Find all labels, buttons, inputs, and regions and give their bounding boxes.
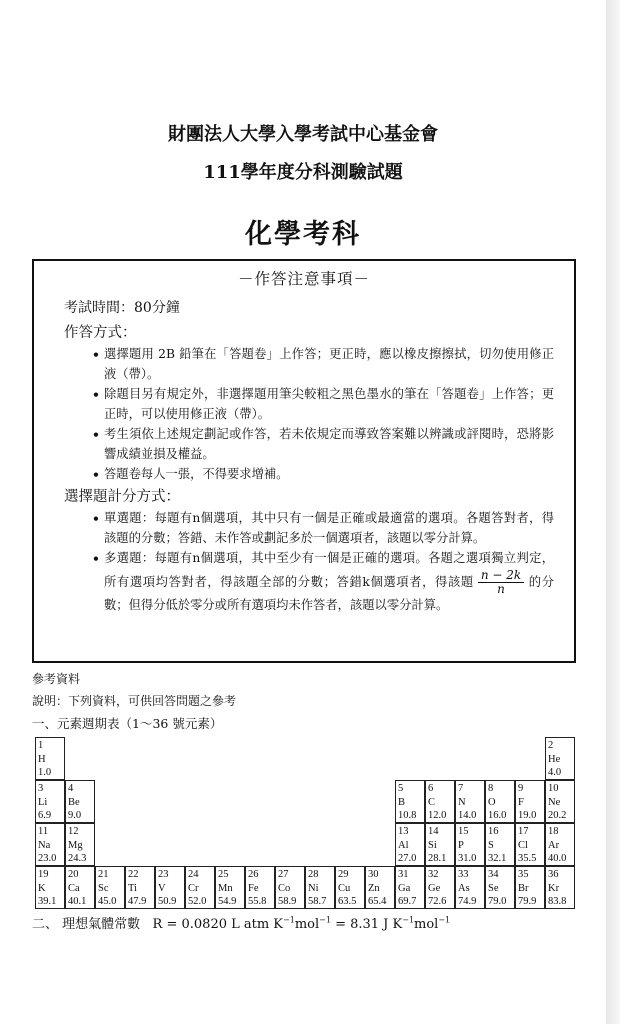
atomic-number: 2	[548, 740, 554, 751]
reference-note: 說明：下列資料，可供回答問題之參考	[32, 694, 237, 708]
atomic-mass: 52.0	[188, 896, 207, 908]
atomic-number: 4	[68, 783, 74, 794]
atomic-number: 25	[218, 869, 229, 880]
atomic-mass: 9.0	[68, 810, 82, 822]
element-symbol: Be	[68, 796, 80, 808]
element-symbol: Na	[38, 839, 51, 851]
element-cell-se	[485, 866, 515, 909]
atomic-number: 1	[38, 740, 44, 751]
element-symbol: Mn	[218, 882, 233, 894]
element-symbol: Kr	[548, 882, 560, 894]
atomic-mass: 19.0	[518, 810, 537, 822]
instructions-title: －作答注意事項－	[237, 270, 370, 288]
element-cell-v	[155, 866, 185, 909]
element-cell-h	[35, 737, 65, 780]
atomic-number: 13	[398, 826, 409, 837]
atomic-mass: 54.9	[218, 896, 237, 908]
element-cell-ar	[545, 823, 575, 866]
multi-choice-text-b: 的分數；但得分低於零分或所有選項均未作答者，該題以零分計算。	[104, 574, 554, 612]
element-symbol: Ge	[428, 882, 441, 894]
element-cell-be	[65, 780, 95, 823]
element-cell-sc	[95, 866, 125, 909]
atomic-mass: 83.8	[548, 896, 567, 908]
element-symbol: Co	[278, 882, 291, 894]
atomic-mass: 72.6	[428, 896, 447, 908]
atomic-number: 19	[38, 869, 49, 880]
periodic-table-title: 一、元素週期表（1～36 號元素）	[32, 716, 223, 731]
atomic-number: 33	[458, 869, 469, 880]
element-symbol: He	[548, 753, 561, 765]
element-symbol: F	[518, 796, 524, 808]
atomic-mass: 28.1	[428, 853, 447, 865]
atomic-mass: 6.9	[38, 810, 52, 822]
element-cell-ca	[65, 866, 95, 909]
atomic-number: 26	[248, 869, 259, 880]
atomic-mass: 40.0	[548, 853, 567, 865]
atomic-mass: 63.5	[338, 896, 357, 908]
atomic-mass: 10.8	[398, 810, 417, 822]
atomic-number: 16	[488, 826, 499, 837]
element-cell-al	[395, 823, 425, 866]
atomic-mass: 74.9	[458, 896, 477, 908]
element-symbol: C	[428, 796, 436, 808]
atomic-number: 34	[488, 869, 499, 880]
atomic-number: 8	[488, 783, 494, 794]
atomic-mass: 79.9	[518, 896, 537, 908]
element-cell-cl	[515, 823, 545, 866]
exam-title: 111學年度分科測驗試題	[203, 162, 403, 183]
atomic-mass: 16.0	[488, 810, 507, 822]
element-symbol: Ti	[128, 882, 137, 894]
element-symbol: Sc	[98, 882, 109, 894]
element-cell-n	[455, 780, 485, 823]
atomic-mass: 55.8	[248, 896, 267, 908]
answer-rule: • 考生須依上述規定劃記或作答，若未依規定而導致答案難以辨識或評閱時，恐將影響成績並損及權益。	[92, 425, 554, 464]
atomic-number: 5	[398, 783, 404, 794]
exponent: −1	[283, 915, 295, 925]
element-symbol: O	[488, 796, 496, 808]
single-choice-rule: • 單選題：每題有n個選項，其中只有一個是正確或最適當的選項。各題答對者，得該題的分數；答錯、未作答或劃記多於一個選項者，該題以零分計算。	[92, 509, 554, 548]
atomic-number: 11	[38, 826, 49, 837]
element-cell-p	[455, 823, 485, 866]
element-symbol: N	[458, 796, 466, 808]
subject-title: 化學考科	[245, 219, 361, 250]
gas-constant-value-2: = 8.31 J K	[330, 917, 403, 932]
exponent: −1	[319, 915, 331, 925]
element-symbol: Ar	[548, 839, 560, 851]
atomic-mass: 32.1	[488, 853, 507, 865]
atomic-mass: 20.2	[548, 810, 567, 822]
multi-choice-text-a: 多選題：每題有n個選項，其中至少有一個是正確的選項。各題之選項獨立判定，所有選項均答對者，得該題全部的分數；答錯k個選項者，得該題	[104, 551, 554, 589]
atomic-mass: 50.9	[158, 896, 177, 908]
exponent: −1	[402, 915, 415, 925]
element-cell-li	[35, 780, 65, 823]
element-symbol: Mg	[68, 839, 83, 851]
page-edge	[606, 0, 620, 1024]
element-symbol: Zn	[368, 882, 380, 894]
reference-heading: 參考資料	[32, 672, 81, 686]
atomic-mass: 14.0	[458, 810, 477, 822]
element-cell-mn	[215, 866, 245, 909]
periodic-table	[35, 737, 575, 909]
atomic-number: 30	[368, 869, 379, 880]
element-symbol: Cr	[188, 882, 199, 894]
element-cell-si	[425, 823, 455, 866]
element-symbol: Se	[488, 882, 499, 894]
element-cell-ti	[125, 866, 155, 909]
element-cell-b	[395, 780, 425, 823]
answer-rules-list	[92, 345, 554, 486]
atomic-mass: 79.0	[488, 896, 507, 908]
element-cell-s	[485, 823, 515, 866]
element-cell-ge	[425, 866, 455, 909]
element-symbol: Br	[518, 882, 529, 894]
element-cell-br	[515, 866, 545, 909]
atomic-mass: 39.1	[38, 896, 57, 908]
atomic-number: 23	[158, 869, 169, 880]
unit-mol: mol	[414, 917, 439, 932]
atomic-mass: 23.0	[38, 853, 57, 865]
atomic-number: 29	[338, 869, 349, 880]
element-symbol: S	[488, 839, 494, 851]
answer-rule: • 除題目另有規定外，非選擇題用筆尖較粗之黑色墨水的筆在「答題卷」上作答；更正時，可以使用修正液（帶）。	[92, 385, 554, 424]
gas-constant-line	[32, 913, 450, 932]
element-symbol: Ca	[68, 882, 80, 894]
atomic-mass: 4.0	[548, 767, 562, 779]
scoring-heading: 選擇題計分方式：	[64, 489, 180, 505]
element-cell-k	[35, 866, 65, 909]
atomic-mass: 65.4	[368, 896, 387, 908]
atomic-number: 7	[458, 783, 464, 794]
element-symbol: Ni	[308, 882, 319, 894]
element-cell-ga	[395, 866, 425, 909]
element-symbol: Cl	[518, 839, 528, 851]
atomic-number: 27	[278, 869, 289, 880]
element-symbol: Ga	[398, 882, 411, 894]
atomic-number: 28	[308, 869, 319, 880]
element-cell-f	[515, 780, 545, 823]
element-cell-mg	[65, 823, 95, 866]
fraction-denominator: n	[497, 581, 505, 596]
element-cell-fe	[245, 866, 275, 909]
element-cell-co	[275, 866, 305, 909]
element-symbol: H	[38, 753, 46, 765]
element-cell-cr	[185, 866, 215, 909]
atomic-mass: 1.0	[38, 767, 52, 779]
element-symbol: Fe	[248, 882, 259, 894]
exponent: −1	[438, 915, 451, 925]
atomic-mass: 58.9	[278, 896, 297, 908]
element-symbol: As	[458, 882, 470, 894]
multi-choice-rule	[92, 549, 554, 615]
score-fraction	[478, 569, 524, 596]
unit-mol: mol	[294, 917, 320, 932]
element-symbol: P	[458, 839, 464, 851]
answer-rule: • 答題卷每人一張，不得要求增補。	[92, 465, 554, 485]
element-symbol: Al	[398, 839, 409, 851]
atomic-mass: 12.0	[428, 810, 447, 822]
gas-constant-label: 二、 理想氣體常數	[32, 917, 141, 932]
atomic-number: 31	[398, 869, 409, 880]
atomic-number: 3	[38, 783, 44, 794]
atomic-number: 6	[428, 783, 434, 794]
instructions-box	[32, 259, 576, 663]
element-symbol: K	[38, 882, 46, 894]
atomic-mass: 35.5	[518, 853, 537, 865]
element-symbol: Cu	[338, 882, 351, 894]
element-symbol: Li	[38, 796, 48, 808]
element-symbol: B	[398, 796, 406, 808]
element-cell-ni	[305, 866, 335, 909]
atomic-number: 15	[458, 826, 469, 837]
atomic-number: 14	[428, 826, 439, 837]
element-cell-c	[425, 780, 455, 823]
atomic-mass: 31.0	[458, 853, 477, 865]
atomic-number: 32	[428, 869, 439, 880]
atomic-mass: 47.9	[128, 896, 147, 908]
answer-rule: • 選擇題用 2B 鉛筆在「答題卷」上作答；更正時，應以橡皮擦擦拭，切勿使用修正液（帶）。	[92, 345, 554, 384]
exam-time: 考試時間：80分鐘	[64, 300, 180, 316]
element-cell-kr	[545, 866, 575, 909]
element-cell-cu	[335, 866, 365, 909]
gas-constant-value-1: R = 0.0820 L atm K	[152, 917, 284, 932]
element-cell-he	[545, 737, 575, 780]
atomic-mass: 40.1	[68, 896, 87, 908]
element-cell-ne	[545, 780, 575, 823]
element-symbol: V	[158, 882, 166, 894]
element-cell-zn	[365, 866, 395, 909]
atomic-mass: 58.7	[308, 896, 327, 908]
atomic-mass: 24.3	[68, 853, 87, 865]
atomic-mass: 69.7	[398, 896, 417, 908]
answer-method-heading: 作答方式：	[64, 325, 137, 341]
atomic-number: 17	[518, 826, 529, 837]
element-cell-o	[485, 780, 515, 823]
atomic-number: 18	[548, 826, 559, 837]
organization-title: 財團法人大學入學考試中心基金會	[168, 124, 438, 145]
scoring-rules-list	[92, 509, 554, 616]
atomic-number: 12	[68, 826, 79, 837]
atomic-number: 36	[548, 869, 559, 880]
atomic-number: 10	[548, 783, 559, 794]
atomic-mass: 45.0	[98, 896, 117, 908]
atomic-number: 21	[98, 869, 109, 880]
atomic-mass: 27.0	[398, 853, 417, 865]
atomic-number: 24	[188, 869, 199, 880]
element-symbol: Si	[428, 839, 437, 851]
element-cell-na	[35, 823, 65, 866]
atomic-number: 9	[518, 783, 524, 794]
fraction-numerator: n − 2k	[478, 569, 524, 583]
atomic-number: 35	[518, 869, 529, 880]
atomic-number: 20	[68, 869, 79, 880]
element-cell-as	[455, 866, 485, 909]
atomic-number: 22	[128, 869, 139, 880]
element-symbol: Ne	[548, 796, 561, 808]
